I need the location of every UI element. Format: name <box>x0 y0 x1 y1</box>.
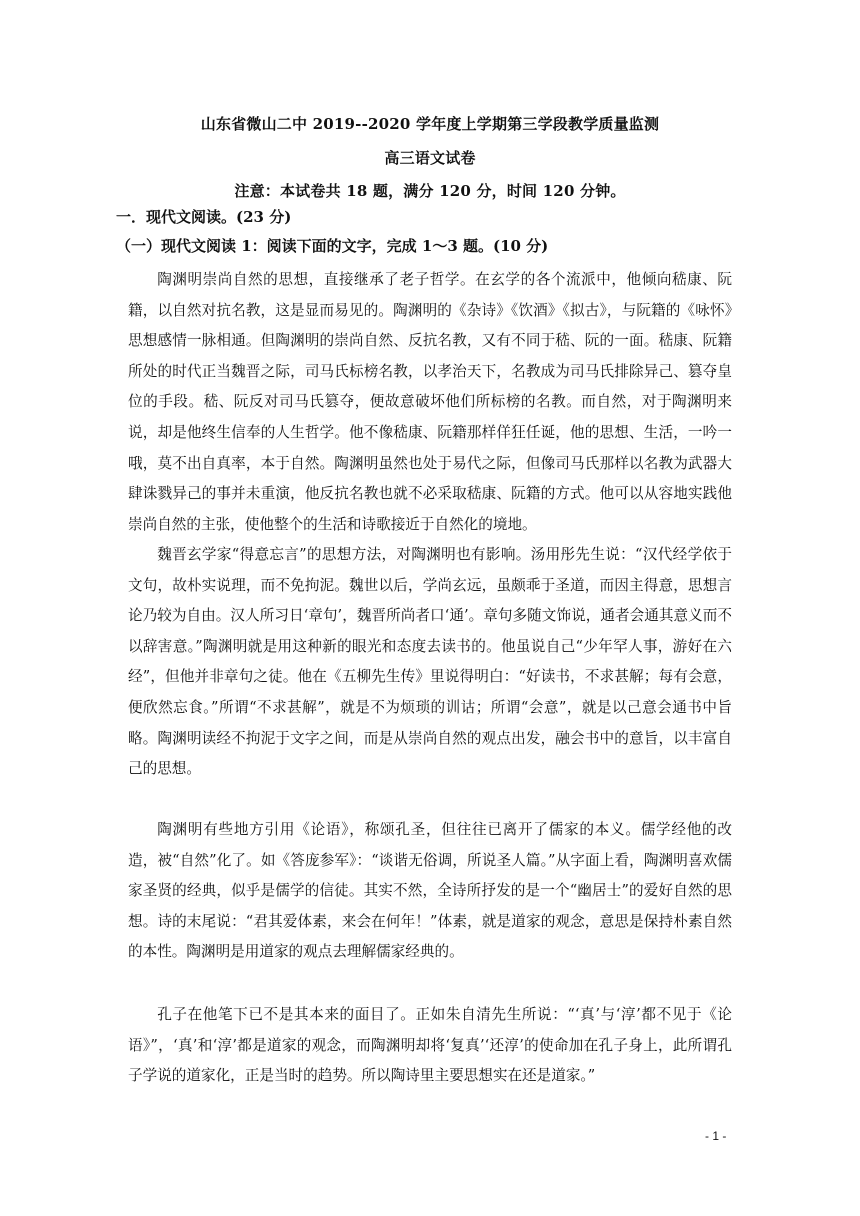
exam-notice: 注意：本试卷共 18 题，满分 120 分，时间 120 分钟。 <box>234 182 626 200</box>
paragraph-4 <box>128 1000 732 1092</box>
exam-title: 山东省微山二中 2019--2020 学年度上学期第三学段教学质量监测 <box>200 115 660 133</box>
paragraph-text: 陶渊明崇尚自然的思想，直接继承了老子哲学。在玄学的各个流派中，他倾向嵇康、阮籍，以自然对抗名教，这是显而易见的。陶渊明的《杂诗》《饮酒》《拟古》，与阮籍的《咏怀》思想感情一脉相通。但陶渊明的崇尚自然、反抗名教，又有不同于嵇、阮的一面。嵇康、阮籍所处的时代正当魏晋之际，司马氏标榜名教，以孝治天下，名教成为司马氏排除异己、篡夺皇位的手段。嵇、阮反对司马氏篡夺，便故意破坏他们所标榜的名教。而自然，对于陶渊明来说，却是他终生信奉的人生哲学。他不像嵇康、阮籍那样佯狂任诞，他的思想、生活，一吟一哦，莫不出自真率，本于自然。陶渊明虽然也处于易代之际，但像司马氏那样以名教为武器大肆诛戮异己的事并未重演，他反抗名教也就不必采取嵇康、阮籍的方式。他可以从容地实践他崇尚自然的主张，使他整个的生活和诗歌接近于自然化的境地。 <box>128 271 732 533</box>
page-number: - 1 - <box>705 1129 727 1143</box>
paragraph-text: 孔子在他笔下已不是其本来的面目了。正如朱自清先生所说：“‘真’与‘淳’都不见于《论语》”，‘真’和‘淳’都是道家的观念，而陶渊明却将‘复真’‘还淳’的使命加在孔子身上，此所谓孔子学说的道家化，正是当时的趋势。所以陶诗里主要思想实在还是道家。” <box>128 1006 732 1085</box>
paragraph-text: 魏晋玄学家“得意忘言”的思想方法，对陶渊明也有影响。汤用彤先生说：“汉代经学依于文句，故朴实说理，而不免拘泥。魏世以后，学尚玄远，虽颇乖于圣道，而因主得意，思想言论乃较为自由。汉人所习日‘章句’，魏晋所尚者口‘通’。章句多随文饰说，通者会通其意义而不以辞害意。”陶渊明就是用这种新的眼光和态度去读书的。他虽说自己“少年罕人事，游好在六经”，但他并非章句之徒。他在《五柳先生传》里说得明白：“好读书，不求甚解；每有会意，便欣然忘食。”所谓“不求甚解”，就是不为烦琐的训诂；所谓“会意”，就是以己意会通书中旨略。陶渊明读经不拘泥于文字之间，而是从崇尚自然的观点出发，融会书中的意旨，以丰富自己的思想。 <box>128 546 732 778</box>
section-subheading: （一）现代文阅读 1：阅读下面的文字，完成 1～3 题。(10 分) <box>116 237 549 255</box>
paragraph-2 <box>128 540 732 785</box>
exam-subtitle: 高三语文试卷 <box>384 149 476 167</box>
paragraph-1 <box>128 265 732 540</box>
section-heading: 一．现代文阅读。(23 分) <box>116 208 292 226</box>
paragraph-3 <box>128 815 732 968</box>
paragraph-text: 陶渊明有些地方引用《论语》，称颂孔圣，但往往已离开了儒家的本义。儒学经他的改造，被“自然”化了。如《答庞参军》：“谈谐无俗调，所说圣人篇。”从字面上看，陶渊明喜欢儒家圣贤的经典，似乎是儒学的信徒。其实不然，全诗所抒发的是一个“幽居士”的爱好自然的思想。诗的末尾说：“君其爱体素，来会在何年！”体素，就是道家的观念，意思是保持朴素自然的本性。陶渊明是用道家的观点去理解儒家经典的。 <box>128 821 732 961</box>
